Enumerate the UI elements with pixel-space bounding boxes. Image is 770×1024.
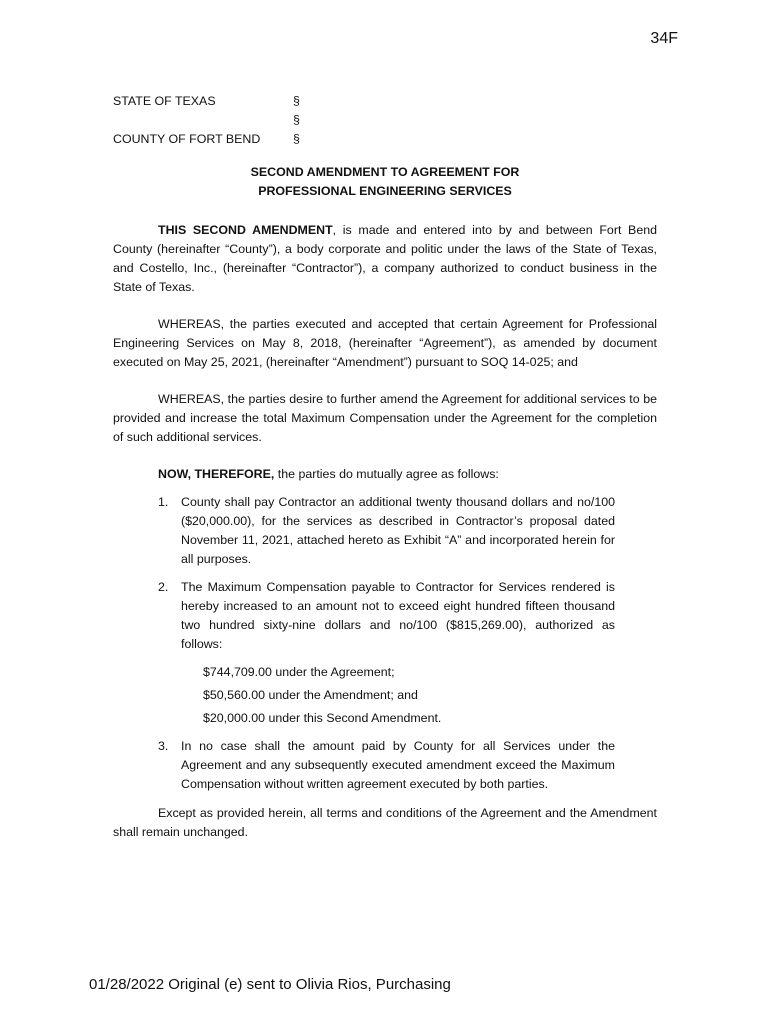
venue-caption — [113, 92, 657, 149]
terms-list — [113, 493, 657, 794]
intro-text: , is made and entered into by and between Fort Bend County (hereinafter “County”), a body corporate and politic under the laws of the State of Texas, and Costello, Inc., (hereinafter “Contractor”), a company authorized to conduct business in the State of Texas. — [113, 223, 657, 294]
amount-line: $50,560.00 under the Amendment; and — [203, 688, 418, 702]
amount-line: $744,709.00 under the Agreement; — [203, 665, 395, 679]
term-number: 3. — [158, 739, 169, 753]
document-body — [113, 92, 657, 842]
intro-bold-lead: THIS SECOND AMENDMENT — [158, 223, 333, 237]
caption-blank — [113, 111, 293, 130]
agenda-item-label: 34F — [650, 30, 678, 47]
compensation-breakdown — [203, 663, 615, 728]
term-number: 2. — [158, 580, 169, 594]
county-label: COUNTY OF FORT BEND — [113, 132, 261, 146]
whereas-paragraph-1: WHEREAS, the parties executed and accepted that certain Agreement for Professional Engineering Services on May 8, 2018, (hereinafter “Agreement”), as amended by document executed on May 25, 2021, (hereinafter “Amendment”) pursuant to SOQ 14-025; and — [113, 317, 657, 369]
section-symbol: § — [293, 132, 300, 146]
title-line-1: SECOND AMENDMENT TO AGREEMENT FOR — [250, 165, 520, 179]
title-line-2: PROFESSIONAL ENGINEERING SERVICES — [258, 184, 512, 198]
therefore-text: the parties do mutually agree as follows: — [274, 467, 499, 481]
term-text: The Maximum Compensation payable to Contractor for Services rendered is hereby increased to an amount not to exceed eight hundred fifteen thousand two hundred sixty-nine dollars and no/100 ($815,269.00), authorized as follows: — [181, 580, 615, 651]
term-item — [158, 737, 615, 794]
therefore-bold-lead: NOW, THEREFORE, — [158, 467, 275, 481]
term-text: In no case shall the amount paid by County for all Services under the Agreement and any subsequently executed amendment exceed the Maximum Compensation without written agreement executed by both parties. — [181, 739, 615, 791]
term-item — [158, 493, 615, 569]
intro-paragraph — [113, 221, 657, 297]
document-title — [113, 163, 657, 201]
term-text: County shall pay Contractor an additional twenty thousand dollars and no/100 ($20,000.00), for the services as described in Contractor’s proposal dated November 11, 2021, attached hereto as Exhibit “A” and incorporated herein for all purposes. — [181, 495, 615, 566]
therefore-paragraph — [113, 465, 657, 484]
closing-paragraph: Except as provided herein, all terms and conditions of the Agreement and the Amendment shall remain unchanged. — [113, 806, 657, 839]
term-item — [158, 578, 615, 728]
handwritten-footer-note: 01/28/2022 Original (e) sent to Olivia Rios, Purchasing — [89, 976, 451, 993]
section-symbol: § — [293, 113, 300, 127]
amount-line: $20,000.00 under this Second Amendment. — [203, 711, 442, 725]
term-number: 1. — [158, 495, 169, 509]
state-label: STATE OF TEXAS — [113, 94, 216, 108]
section-symbol: § — [293, 94, 300, 108]
whereas-paragraph-2: WHEREAS, the parties desire to further amend the Agreement for additional services to be provided and increase the total Maximum Compensation under the Agreement for the completion of such additional services. — [113, 392, 657, 444]
